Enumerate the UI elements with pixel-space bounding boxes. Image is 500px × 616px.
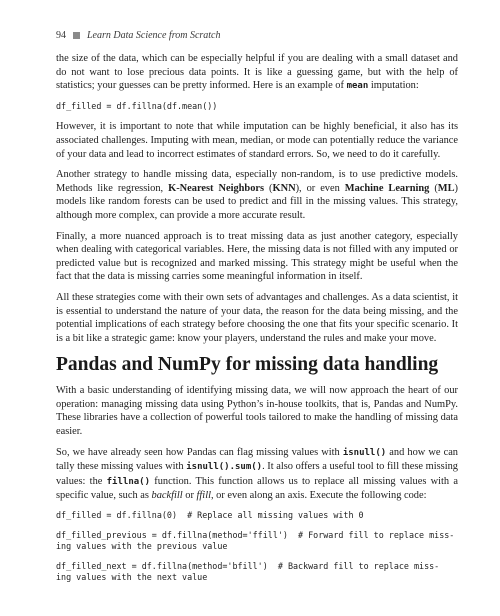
term-ml-abbr: ML <box>437 182 455 194</box>
paragraph-fillna-explanation <box>56 446 458 503</box>
paragraph-pandas-numpy-intro: With a basic understanding of identifying missing data, we will now approach the heart of our operation: managing missing data using Python’s in-house toolkits, that is, Pandas and NumPy. These libraries have a collection of powerful tools tailored to make the handling of missing data easier. <box>56 385 458 438</box>
body-content <box>56 52 458 592</box>
code-line-backward-fill: df_filled_next = df.fillna(method='bfill') # Backward fill to replace miss- ing values with the next value <box>56 560 440 583</box>
section-heading: Pandas and NumPy for missing data handling <box>56 354 439 376</box>
text-run: ( <box>264 182 273 194</box>
text-run: or <box>182 490 197 502</box>
paragraph-mean-imputation <box>56 52 458 94</box>
text-run: ), or even <box>295 182 345 194</box>
text-run: the size of the data, which can be especially helpful if you are dealing with a small dataset and do not want to lose precious data points. It is like a guessing game, but with the help of statistics; your guesses can be pretty informed. Here is an example of <box>56 53 458 92</box>
paragraph-imputation-challenges: However, it is important to note that while imputation can be highly beneficial, it also has its associated challenges. Imputing with mean, median, or mode can potentially reduce the variance of your data and lead to incorrect estimates of standard errors. So, we need to do it carefully. <box>56 121 458 160</box>
inline-code-fillna: fillna() <box>106 476 150 487</box>
text-run: ) models like random forests can be used to predict and fill in the missing values. This strategy, although more complex, can provide a more accurate result. <box>56 182 459 221</box>
term-knn-abbr: KNN <box>272 182 296 194</box>
inline-code-isnull-sum: isnull().sum() <box>186 462 263 473</box>
term-ffill: ffill <box>196 490 211 502</box>
inline-code-isnull: isnull() <box>342 447 387 458</box>
text-run: Another strategy to handle missing data, especially non-random, is to use predictive models. Methods like regression, <box>56 169 458 194</box>
page-number: 94 <box>56 29 66 41</box>
code-line-forward-fill: df_filled_previous = df.fillna(method='ffill') # Forward fill to replace miss- ing values with the previous value <box>56 529 455 552</box>
book-title: Learn Data Science from Scratch <box>87 29 221 41</box>
text-run: So, we have already seen how Pandas can flag missing values with <box>56 446 343 458</box>
text-run: function. This function allows us to replace all missing values with a specific value, such as <box>56 475 458 502</box>
paragraph-predictive-models <box>56 168 458 222</box>
term-backfill: backfill <box>151 490 183 502</box>
code-block-mean-fill: df_filled = df.fillna(df.mean()) <box>56 100 218 111</box>
running-header <box>56 28 221 42</box>
text-run: , or even along an axis. Execute the following code: <box>210 490 427 502</box>
paragraph-missing-as-category: Finally, a more nuanced approach is to treat missing data as just another category, especially when dealing with categorical variables. Here, the missing data is not filled with any imputed or predicted value but is recognized and marked missing. This strategy might be useful when the fact that the data is missing carries some meaningful information in itself. <box>56 230 458 283</box>
code-line-fill-zero: df_filled = df.fillna(0) # Replace all missing values with 0 <box>56 510 364 521</box>
inline-code-mean: mean <box>346 81 369 92</box>
term-knn: K-Nearest Neighbors <box>168 182 265 194</box>
term-machine-learning: Machine Learning <box>344 182 430 194</box>
header-square-icon <box>73 32 80 39</box>
text-run: ( <box>429 182 438 194</box>
text-run: . It also offers a useful tool to fill these missing values: the <box>56 461 458 487</box>
text-run: and how we can tally these missing values with <box>56 446 459 473</box>
paragraph-strategies-summary: All these strategies come with their own sets of advantages and challenges. As a data scientist, it is essential to understand the nature of your data, the reason for the data being missing, and the potential implications of each strategy before choosing the one that fits your specific scenario. It is a bit like a strategic game: know your players, understand the rules and make your move. <box>56 291 458 344</box>
text-run: imputation: <box>368 80 419 92</box>
